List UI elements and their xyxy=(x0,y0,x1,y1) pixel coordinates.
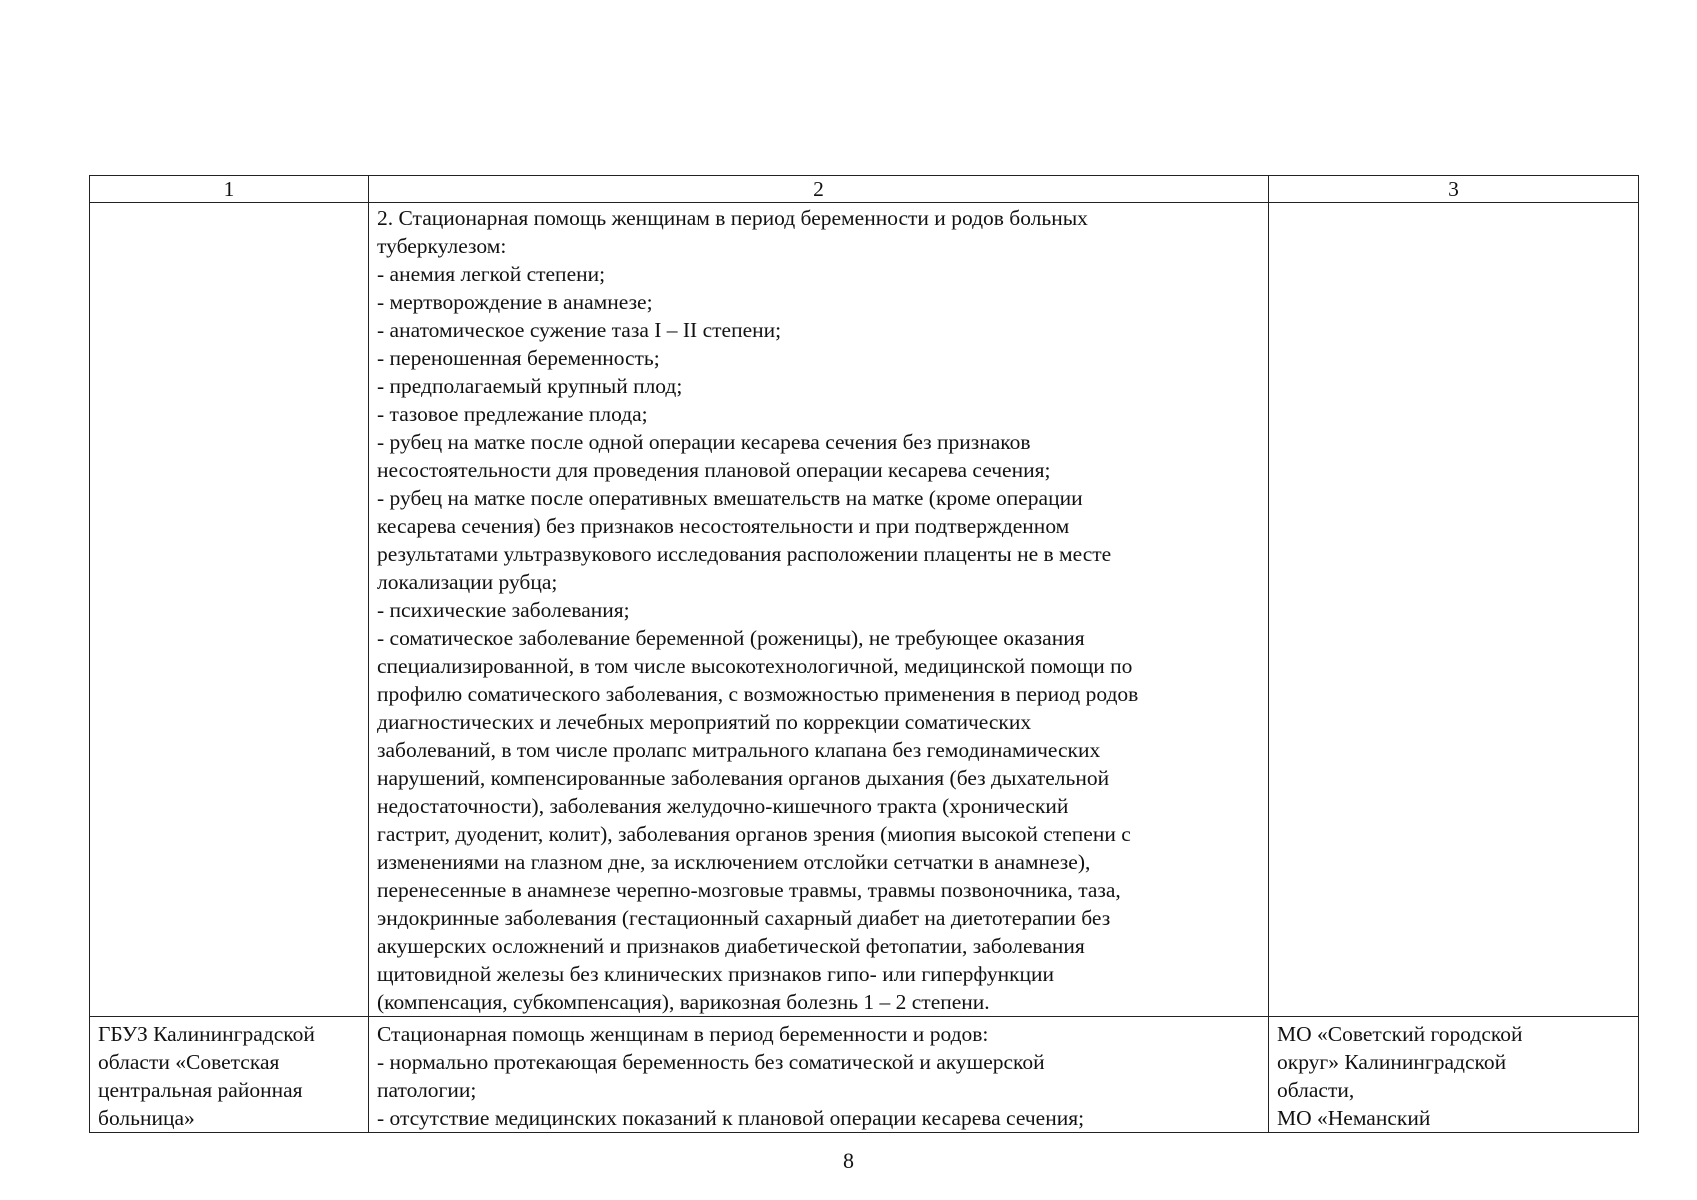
row2-col3-cell xyxy=(1269,1017,1639,1133)
text-line: - психические заболевания; xyxy=(377,598,630,622)
text-line: Стационарная помощь женщинам в период беременности и родов: xyxy=(377,1022,989,1046)
row1-col3-cell xyxy=(1269,203,1639,1017)
header-cell-1: 1 xyxy=(90,176,369,203)
text-line: акушерских осложнений и признаков диабетической фетопатии, заболевания xyxy=(377,934,1085,958)
text-line: заболеваний, в том числе пролапс митрального клапана без гемодинамических xyxy=(377,738,1101,762)
text-line: перенесенные в анамнезе черепно-мозговые травмы, травмы позвоночника, таза, xyxy=(377,878,1121,902)
text-line: патологии; xyxy=(377,1078,477,1102)
text-line: локализации рубца; xyxy=(377,570,558,594)
text-line: - предполагаемый крупный плод; xyxy=(377,374,683,398)
header-cell-2: 2 xyxy=(369,176,1269,203)
text-line: - мертворождение в анамнезе; xyxy=(377,290,653,314)
text-line: кесарева сечения) без признаков несостоятельности и при подтвержденном xyxy=(377,514,1070,538)
text-line: больница» xyxy=(98,1106,195,1130)
row1-col1-cell xyxy=(90,203,369,1017)
text-line: изменениями на глазном дне, за исключением отслойки сетчатки в анамнезе), xyxy=(377,850,1091,874)
table-row xyxy=(90,203,1639,1017)
text-line: округ» Калининградской xyxy=(1277,1050,1507,1074)
text-line: (компенсация, субкомпенсация), варикозная болезнь 1 – 2 степени. xyxy=(377,990,990,1014)
text-line: несостоятельности для проведения плановой операции кесарева сечения; xyxy=(377,458,1051,482)
row1-col2-cell xyxy=(369,203,1269,1017)
table-header-row xyxy=(90,176,1639,203)
row2-col2-cell xyxy=(369,1017,1269,1133)
text-line: недостаточности), заболевания желудочно-кишечного тракта (хронический xyxy=(377,794,1069,818)
text-line: эндокринные заболевания (гестационный сахарный диабет на диетотерапии без xyxy=(377,906,1111,930)
text-line: центральная районная xyxy=(98,1078,303,1102)
text-line: специализированной, в том числе высокотехнологичной, медицинской помощи по xyxy=(377,654,1133,678)
text-line: гастрит, дуоденит, колит), заболевания органов зрения (миопия высокой степени с xyxy=(377,822,1131,846)
text-line: туберкулезом: xyxy=(377,234,507,258)
text-line: - анемия легкой степени; xyxy=(377,262,606,286)
text-line: области «Советская xyxy=(98,1050,280,1074)
text-line: - отсутствие медицинских показаний к плановой операции кесарева сечения; xyxy=(377,1106,1085,1130)
row2-col1-cell xyxy=(90,1017,369,1133)
text-line: - рубец на матке после одной операции кесарева сечения без признаков xyxy=(377,430,1031,454)
page-number: 8 xyxy=(843,1148,854,1173)
text-line: области, xyxy=(1277,1078,1355,1102)
text-line: - переношенная беременность; xyxy=(377,346,660,370)
text-line: МО «Советский городской xyxy=(1277,1022,1523,1046)
text-line: - анатомическое сужение таза I – II степени; xyxy=(377,318,782,342)
text-line: - рубец на матке после оперативных вмешательств на матке (кроме операции xyxy=(377,486,1083,510)
text-line: нарушений, компенсированные заболевания органов дыхания (без дыхательной xyxy=(377,766,1110,790)
table-row xyxy=(90,1017,1639,1133)
text-line: щитовидной железы без клинических признаков гипо- или гиперфункции xyxy=(377,962,1055,986)
text-line: МО «Неманский xyxy=(1277,1106,1431,1130)
text-line: ГБУЗ Калининградской xyxy=(98,1022,315,1046)
text-line: диагностических и лечебных мероприятий по коррекции соматических xyxy=(377,710,1032,734)
text-line: - нормально протекающая беременность без соматической и акушерской xyxy=(377,1050,1045,1074)
text-line: - соматическое заболевание беременной (роженицы), не требующее оказания xyxy=(377,626,1085,650)
document-table xyxy=(89,175,1639,1133)
text-line: профилю соматического заболевания, с возможностью применения в период родов xyxy=(377,682,1139,706)
header-cell-3: 3 xyxy=(1269,176,1639,203)
text-line: результатами ультразвукового исследования расположении плаценты не в месте xyxy=(377,542,1112,566)
text-line: 2. Стационарная помощь женщинам в период беременности и родов больных xyxy=(377,206,1088,230)
text-line: - тазовое предлежание плода; xyxy=(377,402,648,426)
